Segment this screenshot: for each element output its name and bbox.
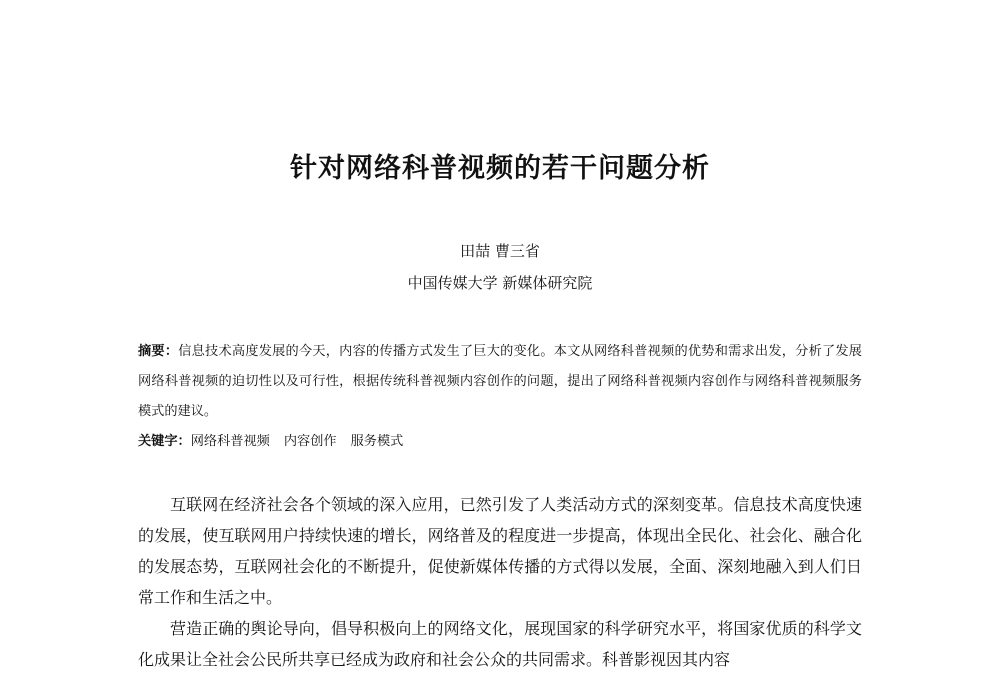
paper-title: 针对网络科普视频的若干问题分析 (290, 153, 710, 184)
body-paragraph: 互联网在经济社会各个领域的深入应用，已然引发了人类活动方式的深刻变革。信息技术高度快速的发展，使互联网用户持续快速的增长，网络普及的程度进一步提高，体现出全民化、社会化、融合化的发展态势，互联网社会化的不断提升，促使新媒体传播的方式得以发展，全面、深刻地融入到人们日常工作和生活之中。 (138, 495, 862, 607)
body-text (138, 489, 862, 675)
keyword: 服务模式 (350, 434, 404, 449)
paper-authors: 田喆 曹三省 (460, 242, 540, 260)
body-paragraph: 营造正确的舆论导向，倡导积极向上的网络文化，展现国家的科学研究水平，将国家优质的科学文化成果让全社会公民所共享已经成为政府和社会公众的共同需求。科普影视因其内容 (138, 619, 862, 669)
abstract-text: 信息技术高度发展的今天，内容的传播方式发生了巨大的变化。本文从网络科普视频的优势和需求出发，分析了发展网络科普视频的迫切性以及可行性，根据传统科普视频内容创作的问题，提出了网络科普视频内容创作与网络科普视频服务模式的建议。 (138, 344, 862, 419)
keywords-label: 关键字： (138, 434, 191, 449)
paper-affiliation: 中国传媒大学 新媒体研究院 (407, 274, 593, 292)
keyword: 网络科普视频 (190, 434, 270, 449)
abstract-label: 摘要： (138, 344, 179, 359)
abstract (138, 337, 862, 427)
keyword: 内容创作 (283, 434, 337, 449)
keywords (138, 427, 862, 457)
